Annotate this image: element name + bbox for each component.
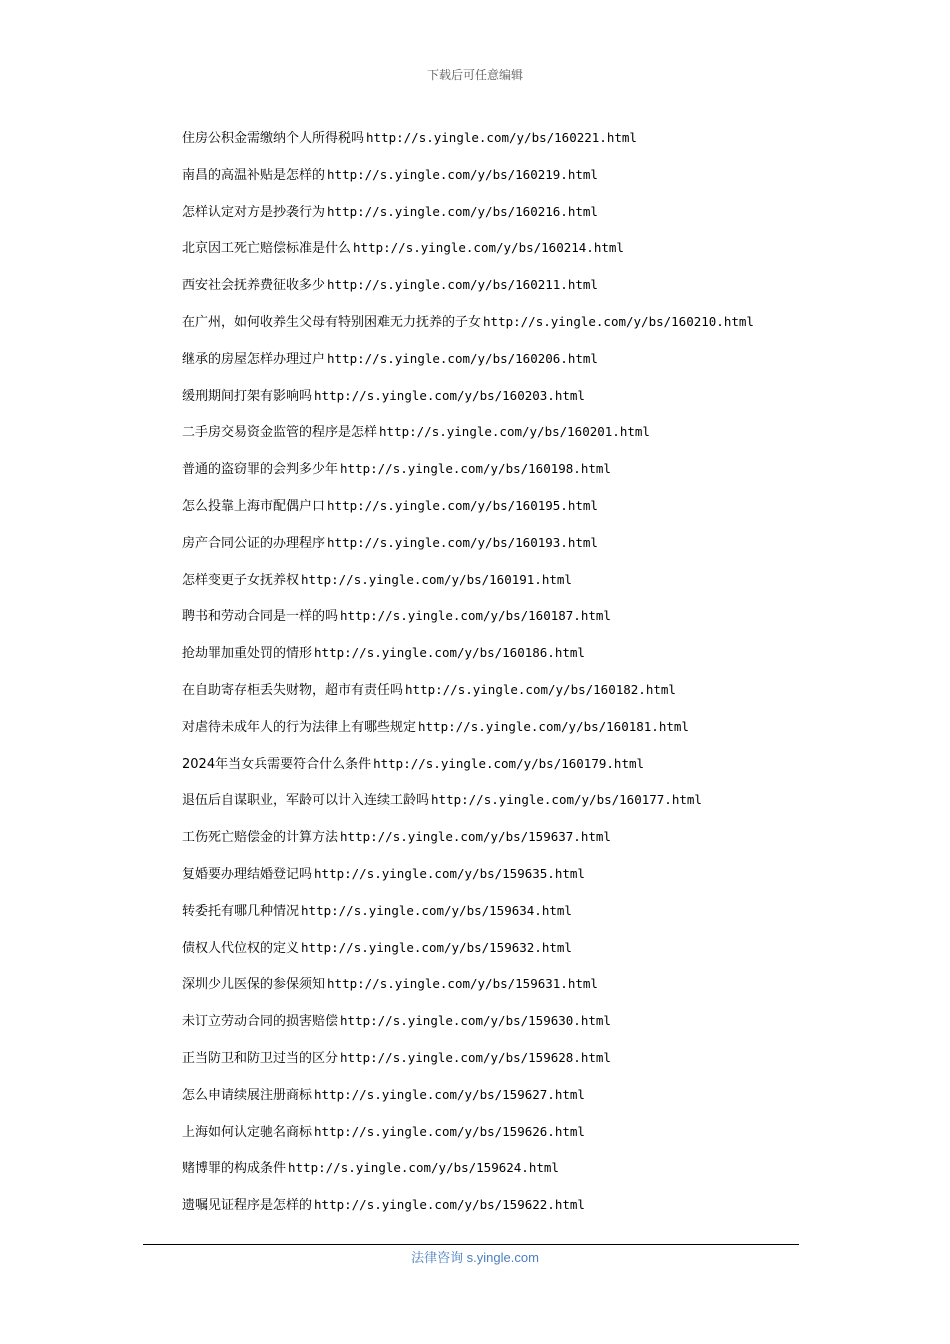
entry-title: 北京因工死亡赔偿标准是什么 [182, 241, 352, 257]
list-item [182, 973, 882, 1010]
entry-url[interactable]: http://s.yingle.com/y/bs/159626.html [314, 1123, 585, 1139]
entry-url[interactable]: http://s.yingle.com/y/bs/159630.html [340, 1013, 611, 1029]
list-item [182, 900, 882, 937]
entry-url[interactable]: http://s.yingle.com/y/bs/160221.html [366, 130, 637, 145]
entry-title: 退伍后自谋职业，军龄可以计入连续工龄吗 [182, 793, 430, 809]
entry-title: 怎么投靠上海市配偶户口 [182, 498, 326, 514]
entry-url[interactable]: http://s.yingle.com/y/bs/160187.html [340, 608, 611, 624]
entry-title: 工伤死亡赔偿金的计算方法 [182, 830, 339, 846]
entry-title: 怎样认定对方是抄袭行为 [182, 204, 326, 220]
list-item [182, 532, 882, 569]
entry-url[interactable]: http://s.yingle.com/y/bs/159637.html [340, 829, 611, 845]
entry-title: 怎么申请续展注册商标 [182, 1087, 313, 1103]
list-item [182, 1047, 882, 1084]
list-item [182, 1157, 882, 1194]
list-item [182, 789, 882, 826]
entry-title: 未订立劳动合同的损害赔偿 [182, 1014, 339, 1030]
entry-title: 房产合同公证的办理程序 [182, 535, 326, 551]
entry-url[interactable]: http://s.yingle.com/y/bs/160214.html [353, 240, 624, 256]
list-item [182, 127, 882, 164]
list-item [182, 385, 882, 422]
entry-url[interactable]: http://s.yingle.com/y/bs/160191.html [301, 571, 572, 587]
entry-url[interactable]: http://s.yingle.com/y/bs/160182.html [405, 681, 676, 697]
entry-title: 2024年当女兵需要符合什么条件 [182, 756, 372, 772]
entry-url[interactable]: http://s.yingle.com/y/bs/160201.html [379, 424, 650, 440]
entry-url[interactable]: http://s.yingle.com/y/bs/160203.html [314, 387, 585, 403]
list-item [182, 311, 882, 348]
list-item [182, 1121, 882, 1158]
entry-url[interactable]: http://s.yingle.com/y/bs/160181.html [418, 718, 689, 734]
list-item [182, 642, 882, 679]
entry-title: 在自助寄存柜丢失财物，超市有责任吗 [182, 682, 404, 698]
entry-url[interactable]: http://s.yingle.com/y/bs/160198.html [340, 461, 611, 477]
list-item [182, 679, 882, 716]
list-item [182, 458, 882, 495]
list-item [182, 569, 882, 606]
list-item [182, 274, 882, 311]
page-footer: 法律咨询 s.yingle.com [411, 1250, 539, 1265]
entry-url[interactable]: http://s.yingle.com/y/bs/159624.html [288, 1160, 559, 1176]
entry-title: 遗嘱见证程序是怎样的 [182, 1198, 313, 1214]
footer-divider [143, 1244, 799, 1245]
entry-url[interactable]: http://s.yingle.com/y/bs/159634.html [301, 902, 572, 918]
entry-title: 抢劫罪加重处罚的情形 [182, 646, 313, 662]
entry-title: 在广州，如何收养生父母有特别困难无力抚养的子女 [182, 314, 482, 330]
entry-title: 普通的盗窃罪的会判多少年 [182, 462, 339, 478]
entry-url[interactable]: http://s.yingle.com/y/bs/160195.html [327, 497, 598, 513]
entry-url[interactable]: http://s.yingle.com/y/bs/160179.html [373, 755, 645, 771]
entry-url[interactable]: http://s.yingle.com/y/bs/159632.html [301, 939, 572, 955]
entry-url[interactable]: http://s.yingle.com/y/bs/160186.html [314, 645, 585, 661]
entry-url[interactable]: http://s.yingle.com/y/bs/160211.html [327, 277, 598, 293]
list-item [182, 348, 882, 385]
list-item [182, 164, 882, 201]
entry-title: 怎样变更子女抚养权 [182, 572, 300, 588]
list-item [182, 1194, 882, 1231]
entry-title: 南昌的高温补贴是怎样的 [182, 167, 326, 183]
list-item [182, 937, 882, 974]
entry-list [182, 127, 882, 1231]
entry-title: 继承的房屋怎样办理过户 [182, 351, 326, 367]
entry-url[interactable]: http://s.yingle.com/y/bs/160210.html [483, 313, 754, 329]
entry-title: 转委托有哪几种情况 [182, 903, 300, 919]
entry-url[interactable]: http://s.yingle.com/y/bs/159627.html [314, 1086, 585, 1102]
entry-url[interactable]: http://s.yingle.com/y/bs/160206.html [327, 350, 598, 366]
entry-title: 赌博罪的构成条件 [182, 1161, 287, 1177]
list-item [182, 237, 882, 274]
entry-url[interactable]: http://s.yingle.com/y/bs/160177.html [431, 792, 702, 808]
entry-title: 深圳少儿医保的参保须知 [182, 977, 326, 993]
entry-url[interactable]: http://s.yingle.com/y/bs/159622.html [314, 1197, 585, 1213]
entry-title: 聘书和劳动合同是一样的吗 [182, 609, 339, 625]
entry-url[interactable]: http://s.yingle.com/y/bs/159631.html [327, 976, 598, 992]
list-item [182, 863, 882, 900]
entry-url[interactable]: http://s.yingle.com/y/bs/159628.html [340, 1049, 611, 1065]
list-item [182, 201, 882, 238]
entry-title: 正当防卫和防卫过当的区分 [182, 1050, 339, 1066]
entry-title: 债权人代位权的定义 [182, 940, 300, 956]
entry-title: 缓刑期间打架有影响吗 [182, 388, 313, 404]
list-item [182, 1010, 882, 1047]
list-item [182, 1084, 882, 1121]
list-item [182, 605, 882, 642]
list-item [182, 716, 882, 753]
entry-title: 西安社会抚养费征收多少 [182, 278, 326, 294]
entry-title: 对虐待未成年人的行为法律上有哪些规定 [182, 719, 417, 735]
entry-title: 二手房交易资金监管的程序是怎样 [182, 425, 378, 441]
list-item [182, 826, 882, 863]
entry-url[interactable]: http://s.yingle.com/y/bs/160216.html [327, 203, 598, 219]
entry-title: 上海如何认定驰名商标 [182, 1124, 313, 1140]
entry-url[interactable]: http://s.yingle.com/y/bs/159635.html [314, 865, 585, 881]
entry-title: 住房公积金需缴纳个人所得税吗 [182, 131, 365, 146]
entry-url[interactable]: http://s.yingle.com/y/bs/160193.html [327, 534, 598, 550]
page-header: 下载后可任意编辑 [426, 68, 523, 82]
list-item [182, 753, 882, 790]
list-item [182, 421, 882, 458]
entry-url[interactable]: http://s.yingle.com/y/bs/160219.html [327, 166, 598, 182]
list-item [182, 495, 882, 532]
entry-title: 复婚要办理结婚登记吗 [182, 866, 313, 882]
